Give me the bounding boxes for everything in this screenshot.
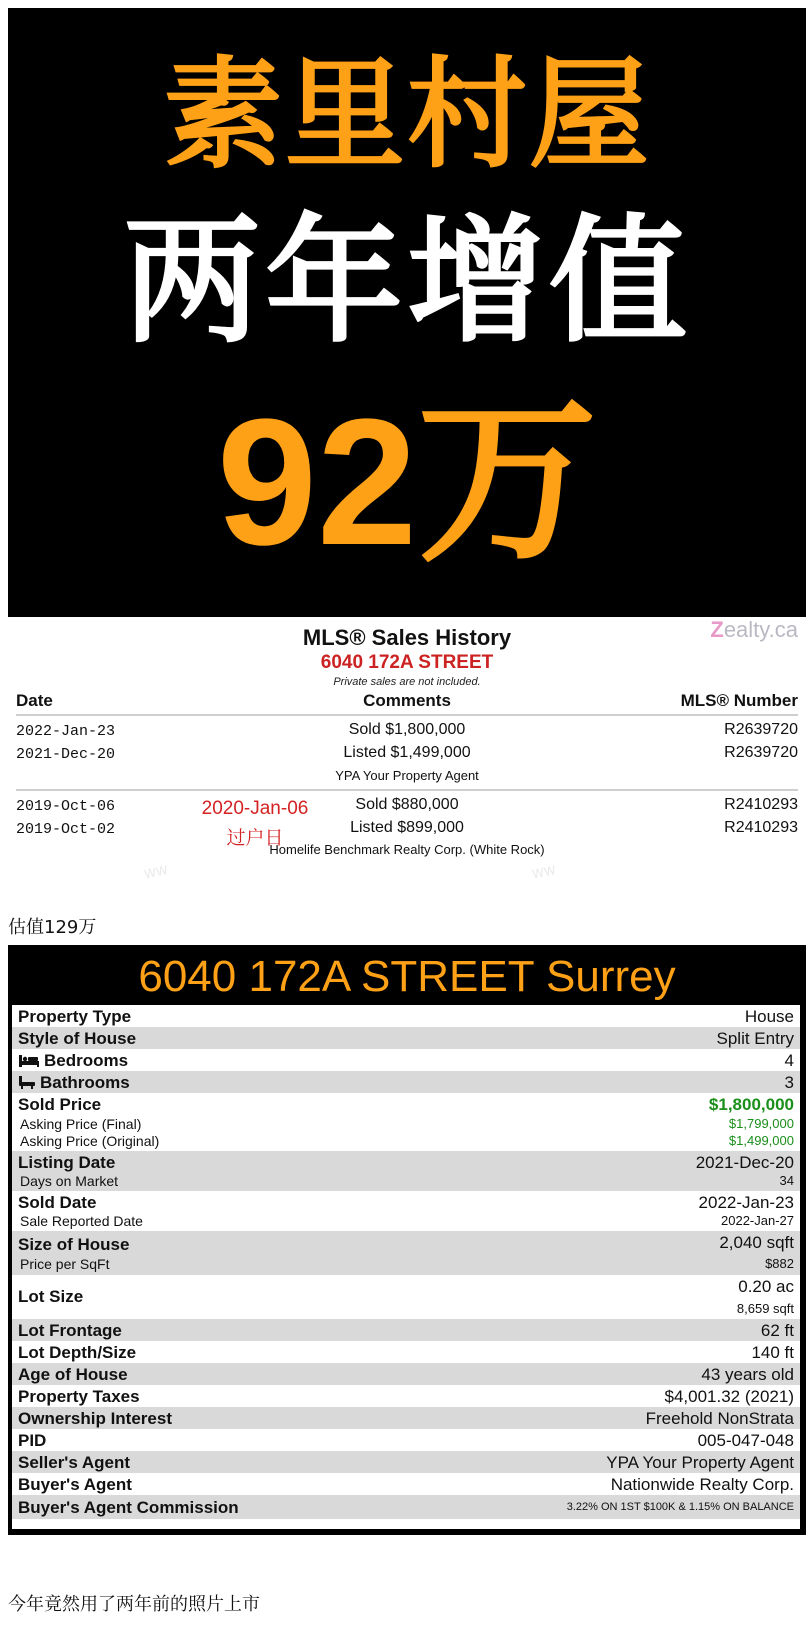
property-details-card <box>8 945 806 1535</box>
row-value: House <box>744 1007 794 1026</box>
mls-row-date: 2019-Oct-02 <box>16 821 116 838</box>
row-value: $4,001.32 (2021) <box>664 1387 794 1406</box>
table-row <box>12 1071 800 1093</box>
row-value: YPA Your Property Agent <box>606 1453 794 1472</box>
table-row <box>12 1407 800 1429</box>
bathtub-icon <box>18 1075 36 1095</box>
row-label: PID <box>18 1431 47 1450</box>
mls-agent-name: Homelife Benchmark Realty Corp. (White Rock) <box>269 842 545 857</box>
row-label: Listing Date <box>18 1153 116 1172</box>
mls-title: MLS® Sales History <box>302 625 512 650</box>
divider <box>16 714 798 716</box>
table-row <box>12 1005 800 1027</box>
mls-row-comment: Sold $1,800,000 <box>348 721 466 738</box>
row-label: Lot Depth/Size <box>18 1343 137 1362</box>
row-value: 2022-Jan-23 <box>698 1193 794 1212</box>
mls-row-number: R2410293 <box>724 796 798 813</box>
row-sub-label: Price per SqFt <box>20 1256 110 1272</box>
row-value: Nationwide Realty Corp. <box>610 1475 794 1494</box>
row-value: 3.22% ON 1ST $100K & 1.15% ON BALANCE <box>566 1501 794 1513</box>
bed-icon <box>18 1053 40 1073</box>
mls-row-date: 2021-Dec-20 <box>16 746 116 763</box>
row-sub-label: Asking Price (Original) <box>20 1133 160 1149</box>
table-row <box>12 1341 800 1363</box>
table-row <box>12 1093 800 1151</box>
row-value: 005-047-048 <box>697 1431 794 1450</box>
mls-agent-name: YPA Your Property Agent <box>335 768 479 783</box>
row-value: 0.20 ac <box>738 1277 794 1296</box>
row-label: Ownership Interest <box>18 1409 172 1428</box>
row-sub-value: $1,799,000 <box>728 1116 794 1131</box>
table-row <box>12 1049 800 1071</box>
property-title: 6040 172A STREET Surrey <box>138 952 676 1001</box>
table-row <box>12 1473 800 1495</box>
caption-valuation: 估值129万 <box>8 917 97 938</box>
row-value: Split Entry <box>716 1029 794 1048</box>
property-table <box>12 1005 800 1529</box>
row-value: 2,040 sqft <box>719 1233 794 1252</box>
table-row <box>12 1363 800 1385</box>
row-label: Buyer's Agent Commission <box>18 1498 239 1517</box>
row-value: 3 <box>784 1073 794 1092</box>
row-label: Lot Frontage <box>18 1321 122 1340</box>
row-sub-value: 2022-Jan-27 <box>721 1213 794 1228</box>
row-value: 4 <box>784 1051 794 1070</box>
row-label: Buyer's Agent <box>18 1475 132 1494</box>
table-row <box>12 1151 800 1191</box>
table-row <box>12 1495 800 1519</box>
row-sub-label: Sale Reported Date <box>20 1213 143 1229</box>
mls-row-comment: Listed $1,499,000 <box>343 744 471 761</box>
divider <box>16 789 798 791</box>
hero-headline-1: 素里村屋 <box>163 46 651 185</box>
mls-row-comment: Sold $880,000 <box>355 796 459 813</box>
table-row <box>12 1429 800 1451</box>
row-sub-value: $882 <box>765 1256 794 1271</box>
svg-text:WW: WW <box>530 863 558 879</box>
row-sub-value: $1,499,000 <box>728 1133 794 1148</box>
table-row <box>12 1231 800 1275</box>
row-label: Seller's Agent <box>18 1453 131 1472</box>
mls-row-comment: Listed $899,000 <box>350 819 464 836</box>
row-label: Size of House <box>18 1235 130 1254</box>
mls-row-date: 2022-Jan-23 <box>16 723 116 740</box>
row-label: Bedrooms <box>18 1051 128 1073</box>
row-label: Bathrooms <box>18 1073 130 1095</box>
annotation-transfer-label: 过户日 <box>226 827 284 849</box>
row-sub-value: 8,659 sqft <box>736 1301 794 1316</box>
caption-photo-note: 今年竟然用了两年前的照片上市 <box>8 1594 260 1615</box>
mls-row-number: R2639720 <box>724 721 798 738</box>
table-row <box>12 1385 800 1407</box>
mls-header-date: Date <box>16 691 53 710</box>
row-label: Age of House <box>18 1365 128 1384</box>
row-sub-label: Asking Price (Final) <box>20 1116 142 1132</box>
row-label: Sold Date <box>18 1193 97 1212</box>
zealty-logo: Zealty.ca <box>710 617 798 642</box>
mls-header-comments: Comments <box>363 691 451 710</box>
table-row <box>12 1027 800 1049</box>
row-value: $1,800,000 <box>708 1095 794 1114</box>
row-label: Style of House <box>18 1029 137 1048</box>
mls-sales-history-card <box>8 617 806 879</box>
row-label: Property Type <box>18 1007 132 1026</box>
row-label: Property Taxes <box>18 1387 140 1406</box>
hero-banner <box>8 8 806 620</box>
watermark <box>142 863 182 879</box>
row-label: Sold Price <box>18 1095 102 1114</box>
watermark <box>530 863 570 879</box>
table-row <box>12 1451 800 1473</box>
row-value: 43 years old <box>701 1365 794 1384</box>
annotation-transfer-date: 2020-Jan-06 <box>201 798 309 819</box>
table-row <box>12 1191 800 1231</box>
mls-row-date: 2019-Oct-06 <box>16 798 116 815</box>
mls-note: Private sales are not included. <box>333 676 481 688</box>
mls-row-number: R2410293 <box>724 819 798 836</box>
table-row <box>12 1275 800 1319</box>
row-value: Freehold NonStrata <box>645 1409 794 1428</box>
row-sub-value: 34 <box>779 1173 794 1188</box>
hero-headline-3: 92万 <box>216 382 598 583</box>
mls-header-mls-number: MLS® Number <box>680 691 798 710</box>
row-label: Lot Size <box>18 1287 84 1306</box>
svg-text:WW: WW <box>142 863 170 879</box>
row-value: 2021-Dec-20 <box>695 1153 794 1172</box>
mls-address: 6040 172A STREET <box>320 652 494 673</box>
table-row <box>12 1319 800 1341</box>
row-value: 140 ft <box>751 1343 794 1362</box>
row-sub-label: Days on Market <box>20 1173 119 1189</box>
mls-row-number: R2639720 <box>724 744 798 761</box>
hero-headline-2: 两年增值 <box>122 201 691 362</box>
row-value: 62 ft <box>760 1321 794 1340</box>
